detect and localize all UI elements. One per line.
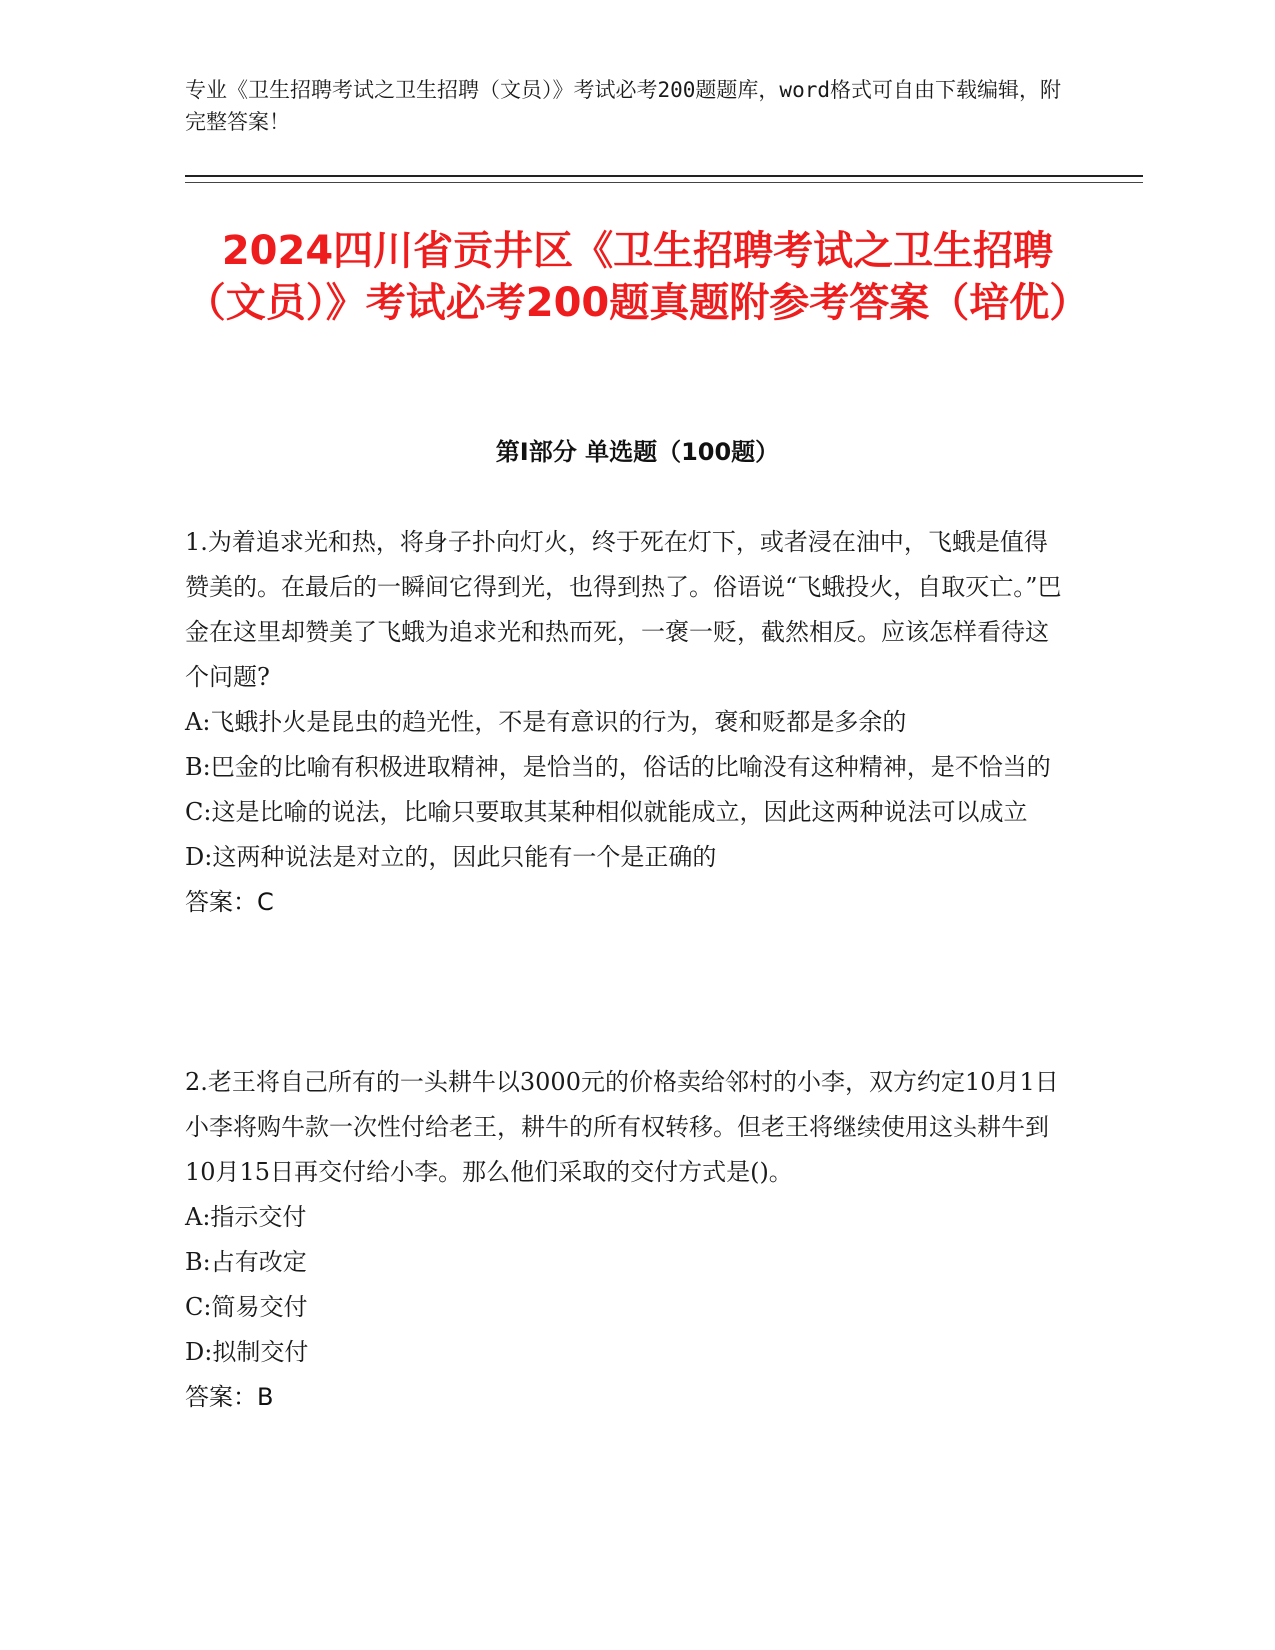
document-title: 2024四川省贡井区《卫生招聘考试之卫生招聘（文员）》考试必考200题真题附参考答案（培优） [185,228,1090,326]
option-c: C:这是比喻的说法，比喻只要取其某种相似就能成立，因此这两种说法可以成立 [185,798,1028,826]
option-d: D:这两种说法是对立的，因此只能有一个是正确的 [185,843,717,871]
option-b: B:巴金的比喻有积极进取精神，是恰当的，俗话的比喻没有这种精神，是不恰当的 [185,753,1051,781]
option-b: B:占有改定 [185,1248,307,1276]
question-1 [185,520,1065,925]
question-2 [185,1060,1065,1420]
header-note: 专业《卫生招聘考试之卫生招聘（文员）》考试必考200题题库，word格式可自由下载编辑，附完整答案！ [185,78,1061,134]
question-stem: 1.为着追求光和热，将身子扑向灯火，终于死在灯下，或者浸在油中，飞蛾是值得赞美的。在最后的一瞬间它得到光，也得到热了。俗语说“飞蛾投火，自取灭亡。”巴金在这里却赞美了飞蛾为追求光和热而死，一褒一贬，截然相反。应该怎样看待这个问题? [185,528,1062,691]
option-d: D:拟制交付 [185,1338,309,1366]
header-divider-thick [185,175,1143,177]
question-stem: 2.老王将自己所有的一头耕牛以3000元的价格卖给邻村的小李，双方约定10月1日小李将购牛款一次性付给老王，耕牛的所有权转移。但老王将继续使用这头耕牛到10月15日再交付给小李。那么他们采取的交付方式是()。 [185,1068,1059,1186]
option-c: C:简易交付 [185,1293,308,1321]
answer: 答案：C [185,888,274,916]
header-divider-thin [185,182,1143,183]
answer: 答案：B [185,1383,274,1411]
option-a: A:飞蛾扑火是昆虫的趋光性，不是有意识的行为，褒和贬都是多余的 [185,708,907,736]
option-a: A:指示交付 [185,1203,307,1231]
section-heading: 第Ⅰ部分 单选题（100题） [495,438,780,466]
